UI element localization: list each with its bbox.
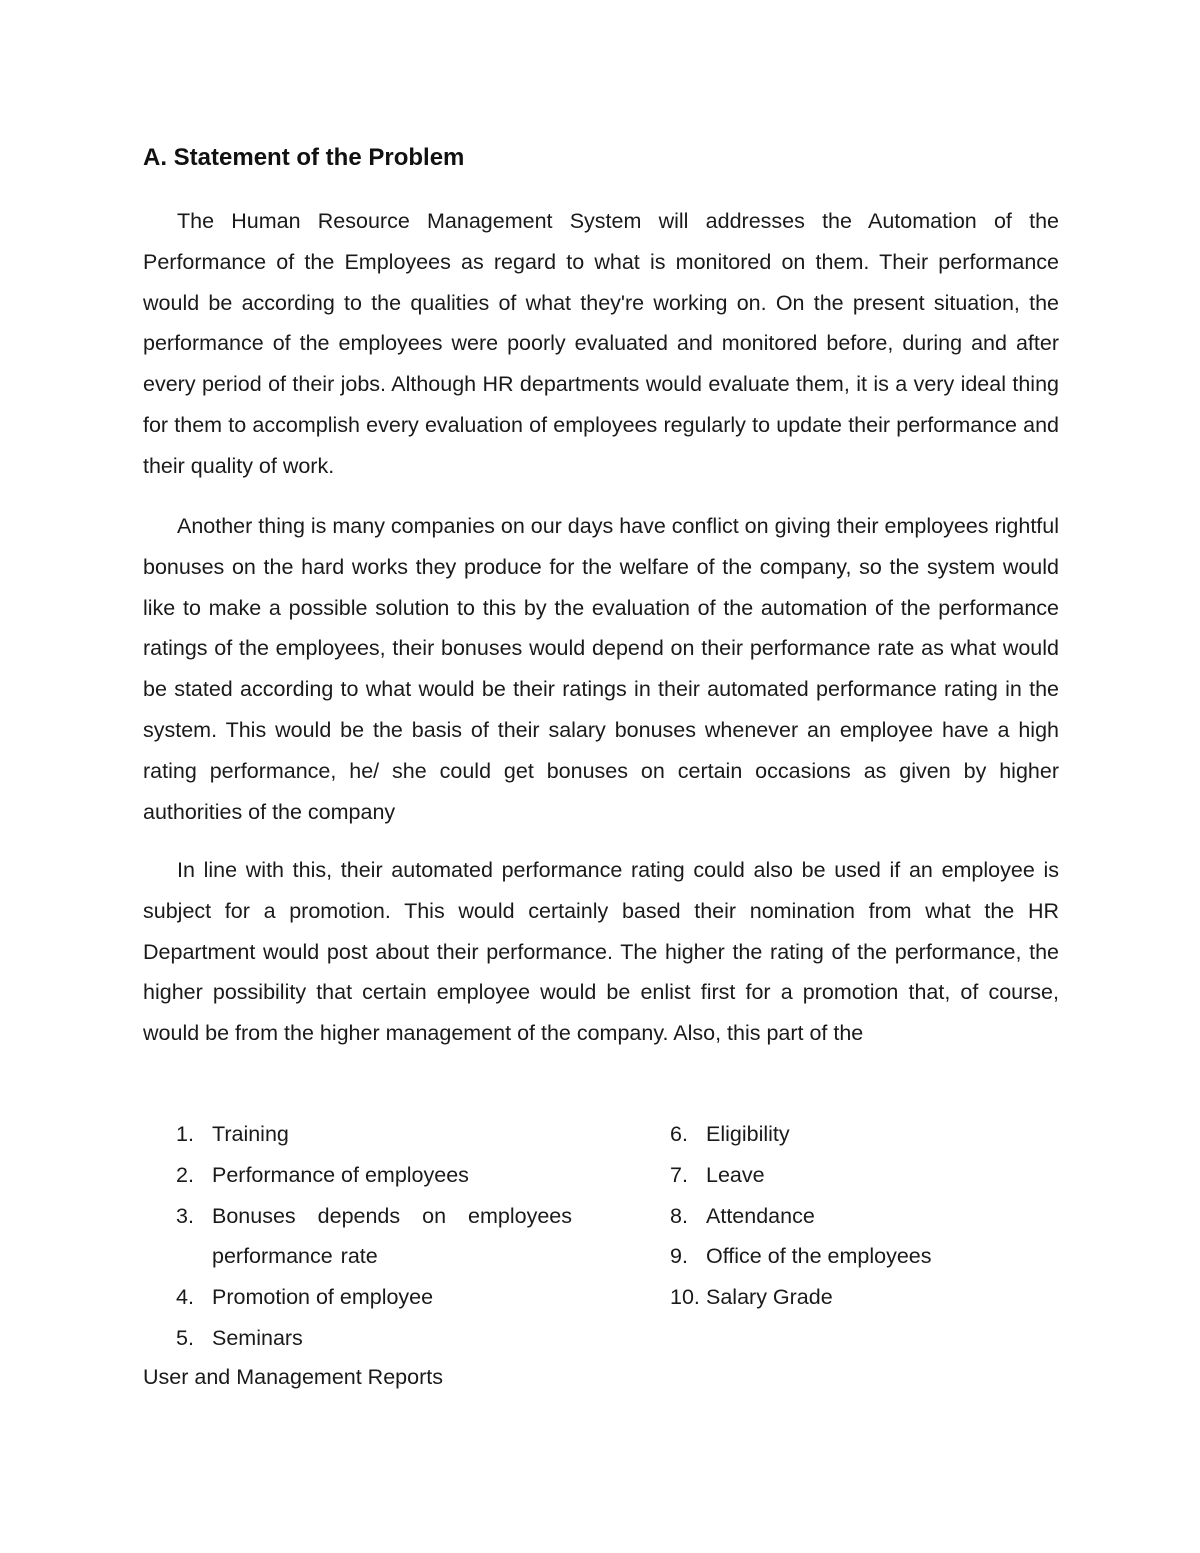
list-item-text: Bonuses depends on employees performance rate <box>212 1203 572 1269</box>
list-item-text: Leave <box>706 1162 765 1187</box>
list-item <box>176 1196 608 1278</box>
list-item-number: 5. <box>176 1325 194 1350</box>
list-item <box>670 1114 1090 1155</box>
list-item <box>176 1155 596 1196</box>
list-item-number: 3. <box>176 1203 194 1228</box>
list-item <box>176 1277 596 1318</box>
list-item-text: Attendance <box>706 1203 815 1228</box>
reports-line: User and Management Reports <box>143 1365 443 1389</box>
list-item-number: 6. <box>670 1122 688 1146</box>
list-item <box>670 1277 1090 1318</box>
list-item-number: 2. <box>176 1162 194 1187</box>
list-item-number: 8. <box>670 1203 688 1228</box>
list-item-text: Office of the employees <box>706 1244 932 1269</box>
list-item <box>670 1155 1090 1196</box>
paragraph-1: The Human Resource Management System will addresses the Automation of the Performance of the Employees as regard to what is monitored on them. Their performance would be according to the qualities of what they're working on. On the present situation, the performance of the employees were poorly evaluated and monitored before, during and after every period of their jobs. Although HR departments would evaluate them, it is a very ideal thing for them to accomplish every evaluation of employees regularly to update their performance and their quality of work. <box>143 209 1059 478</box>
numbered-list-left <box>176 1114 596 1359</box>
list-item-text: Performance of employees <box>212 1162 469 1187</box>
list-item <box>176 1114 596 1155</box>
list-item <box>176 1318 596 1359</box>
numbered-list-right <box>670 1114 1090 1318</box>
list-item-text: Salary Grade <box>706 1285 833 1310</box>
list-item-text: Eligibility <box>706 1122 790 1146</box>
list-item-text: Seminars <box>212 1325 303 1350</box>
list-item-number: 10. <box>670 1285 700 1310</box>
list-item-text: Training <box>212 1122 289 1146</box>
list-item-number: 9. <box>670 1244 688 1269</box>
list-item-number: 4. <box>176 1285 194 1310</box>
list-item-number: 1. <box>176 1122 194 1146</box>
section-heading: A. Statement of the Problem <box>143 144 465 171</box>
list-item <box>670 1236 1090 1277</box>
list-item-number: 7. <box>670 1162 688 1187</box>
paragraph-2: Another thing is many companies on our days have conflict on giving their employees rightful bonuses on the hard works they produce for the welfare of the company, so the system would like to make a possible solution to this by the evaluation of the automation of the performance ratings of the employees, their bonuses would depend on their performance rate as what would be stated according to what would be their ratings in their automated performance rating in the system. This would be the basis of their salary bonuses whenever an employee have a high rating performance, he/ she could get bonuses on certain occasions as given by higher authorities of the company <box>143 514 1059 824</box>
list-item-text: Promotion of employee <box>212 1285 434 1310</box>
paragraph-3: In line with this, their automated performance rating could also be used if an employee is subject for a promotion. This would certainly based their nomination from what the HR Department would post about their performance. The higher the rating of the performance, the higher possibility that certain employee would be enlist first for a promotion that, of course, would be from the higher management of the company. Also, this part of the <box>143 858 1059 1046</box>
list-item <box>670 1196 1090 1237</box>
